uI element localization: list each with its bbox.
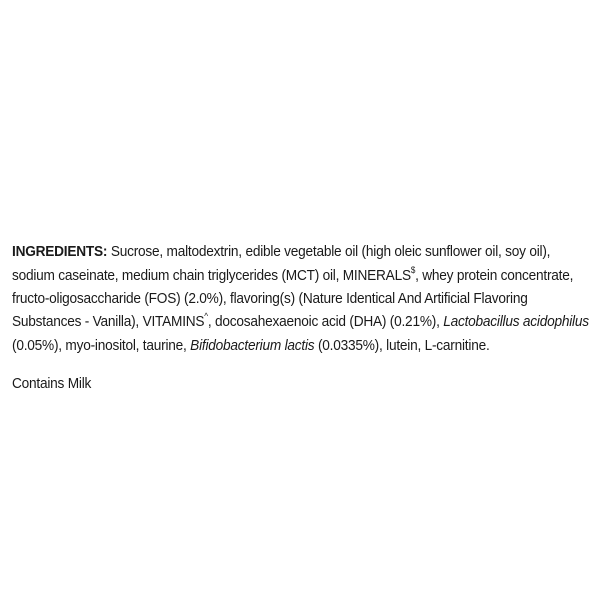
ingredients-text-part-2: , whey protein concentrate, fructo-oligosaccharide (FOS) (2.0%), flavoring(s) (Nature Identical And Artificial Flavoring Substances - Vanilla), VITAMINS (12, 266, 574, 331)
ingredients-paragraph (12, 240, 592, 357)
lactobacillus-name: Lactobacillus acidophilus (443, 313, 589, 331)
bifidobacterium-name: Bifidobacterium lactis (190, 336, 315, 354)
ingredients-text-part-3: , docosahexaenoic acid (DHA) (0.21%), (207, 313, 444, 331)
allergen-statement: Contains Milk (12, 375, 92, 393)
ingredients-heading: INGREDIENTS: (12, 243, 108, 261)
ingredients-text-part-1: Sucrose, maltodextrin, edible vegetable oil (high oleic sunflower oil, soy oil), sodium caseinate, medium chain triglycerides (MCT) oil, MINERALS (12, 243, 551, 284)
vitamins-footnote-mark: ^ (204, 311, 208, 322)
minerals-footnote-mark: $ (410, 264, 416, 275)
ingredients-text-part-4: (0.05%), myo-inositol, taurine, (12, 336, 191, 354)
ingredients-text-part-5: (0.0335%), lutein, L-carnitine. (314, 336, 490, 354)
ingredients-label (12, 225, 592, 396)
